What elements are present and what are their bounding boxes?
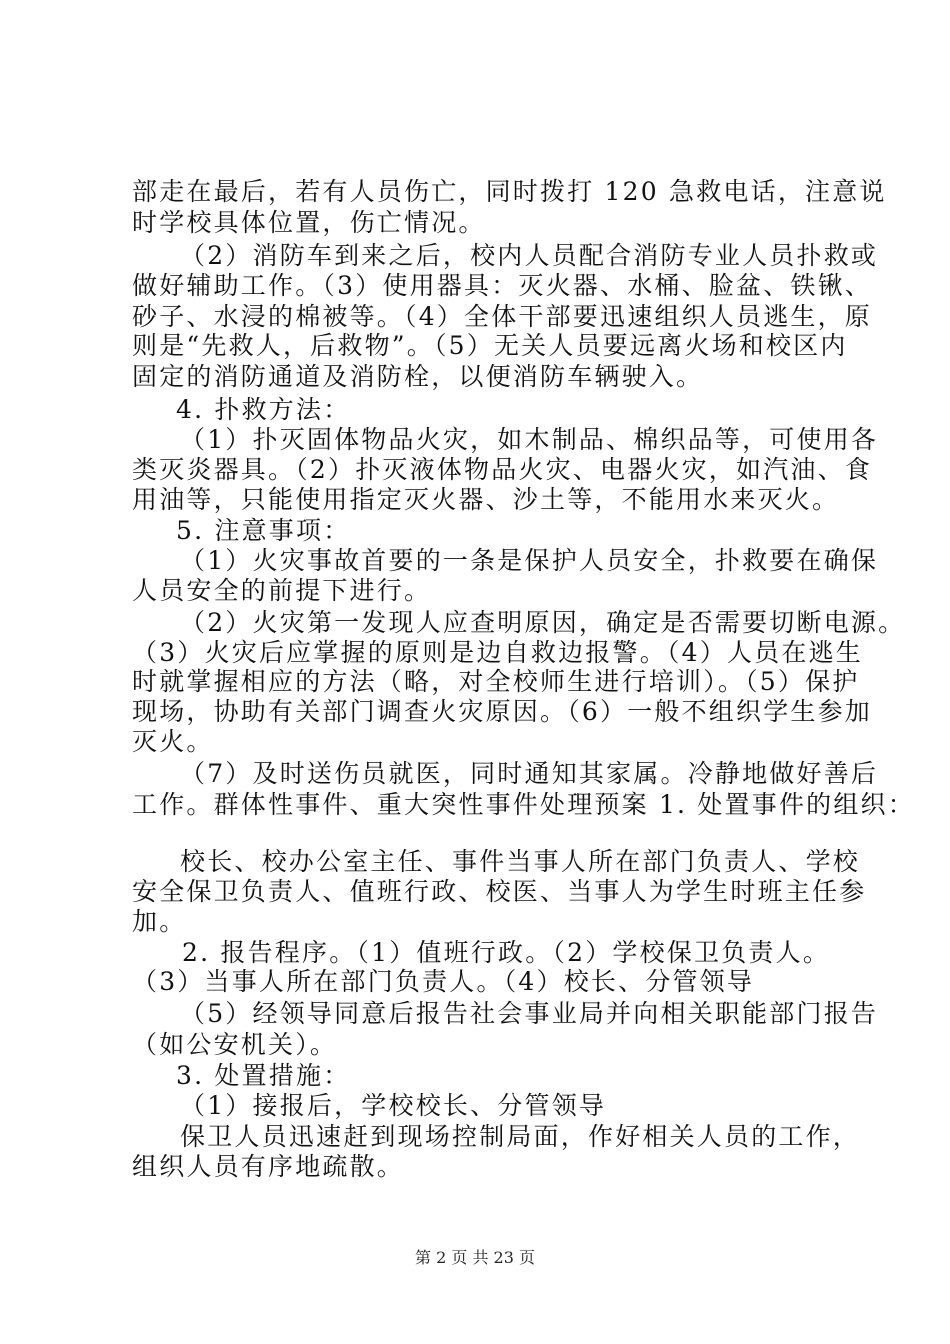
section-heading: 2. 报告程序。（1）值班行政。（2）学校保卫负责人。	[182, 938, 831, 967]
text-line: 固定的消防通道及消防栓，以便消防车辆驶入。	[132, 362, 704, 391]
text-line: 现场，协助有关部门调查火灾原因。（6）一般不组织学生参加	[132, 697, 873, 726]
text-line: 则是“先救人，后救物”。（5）无关人员要远离火场和校区内	[132, 331, 848, 360]
text-line: （如公安机关）。	[132, 1030, 338, 1059]
text-line: （1）接报后，学校校长、分管领导	[180, 1091, 607, 1120]
text-line: （1）火灾事故首要的一条是保护人员安全，扑救要在确保	[180, 546, 879, 575]
text-line: 时就掌握相应的方法（略，对全校师生进行培训）。（5）保护	[132, 667, 860, 696]
section-heading: 3. 处置措施：	[176, 1061, 351, 1090]
section-heading: 4. 扑救方法：	[176, 395, 351, 424]
text-line: 类灭炎器具。（2）扑灭液体物品火灾、电器火灾，如汽油、食	[132, 455, 873, 484]
text-line: 校长、校办公室主任、事件当事人所在部门负责人、学校	[180, 847, 861, 876]
text-line: 组织人员有序地疏散。	[132, 1152, 405, 1181]
text-line: （5）经领导同意后报告社会事业局并向相关职能部门报告	[180, 999, 879, 1028]
text-line: 时学校具体位置，伤亡情况。	[132, 208, 486, 237]
text-line: 部走在最后，若有人员伤亡，同时拨打 120 急救电话，注意说	[132, 177, 887, 206]
text-line: 做好辅助工作。（3）使用器具：灭火器、水桶、脸盆、铁锹、	[132, 271, 873, 300]
text-line: （3）火灾后应掌握的原则是边自救边报警。（4）人员在逃生	[132, 638, 863, 667]
text-line: 安全保卫负责人、值班行政、校医、当事人为学生时班主任参	[132, 877, 867, 906]
text-line: 工作。群体性事件、重大突性事件处理预案 1. 处置事件的组织：	[132, 790, 915, 819]
text-line: （3）当事人所在部门负责人。（4）校长、分管领导	[132, 967, 755, 996]
text-line: 灭火。	[132, 727, 214, 756]
text-line: （2）火灾第一发现人应查明原因，确定是否需要切断电源。	[180, 608, 906, 637]
text-line: 砂子、水浸的棉被等。（4）全体干部要迅速组织人员逃生，原	[132, 302, 873, 331]
text-line: 保卫人员迅速赶到现场控制局面，作好相关人员的工作，	[180, 1122, 861, 1151]
text-line: 用油等，只能使用指定灭火器、沙土等，不能用水来灭火。	[132, 485, 840, 514]
text-line: 加。	[132, 907, 187, 936]
section-heading: 5. 注意事项：	[176, 516, 351, 545]
text-line: （7）及时送伤员就医，同时通知其家属。冷静地做好善后	[180, 759, 879, 788]
text-line: 人员安全的前提下进行。	[132, 576, 432, 605]
page-footer: 第 2 页 共 23 页	[415, 1248, 535, 1267]
text-line: （1）扑灭固体物品火灾，如木制品、棉织品等，可使用各	[180, 425, 879, 454]
text-line: （2）消防车到来之后，校内人员配合消防专业人员扑救或	[180, 241, 879, 270]
